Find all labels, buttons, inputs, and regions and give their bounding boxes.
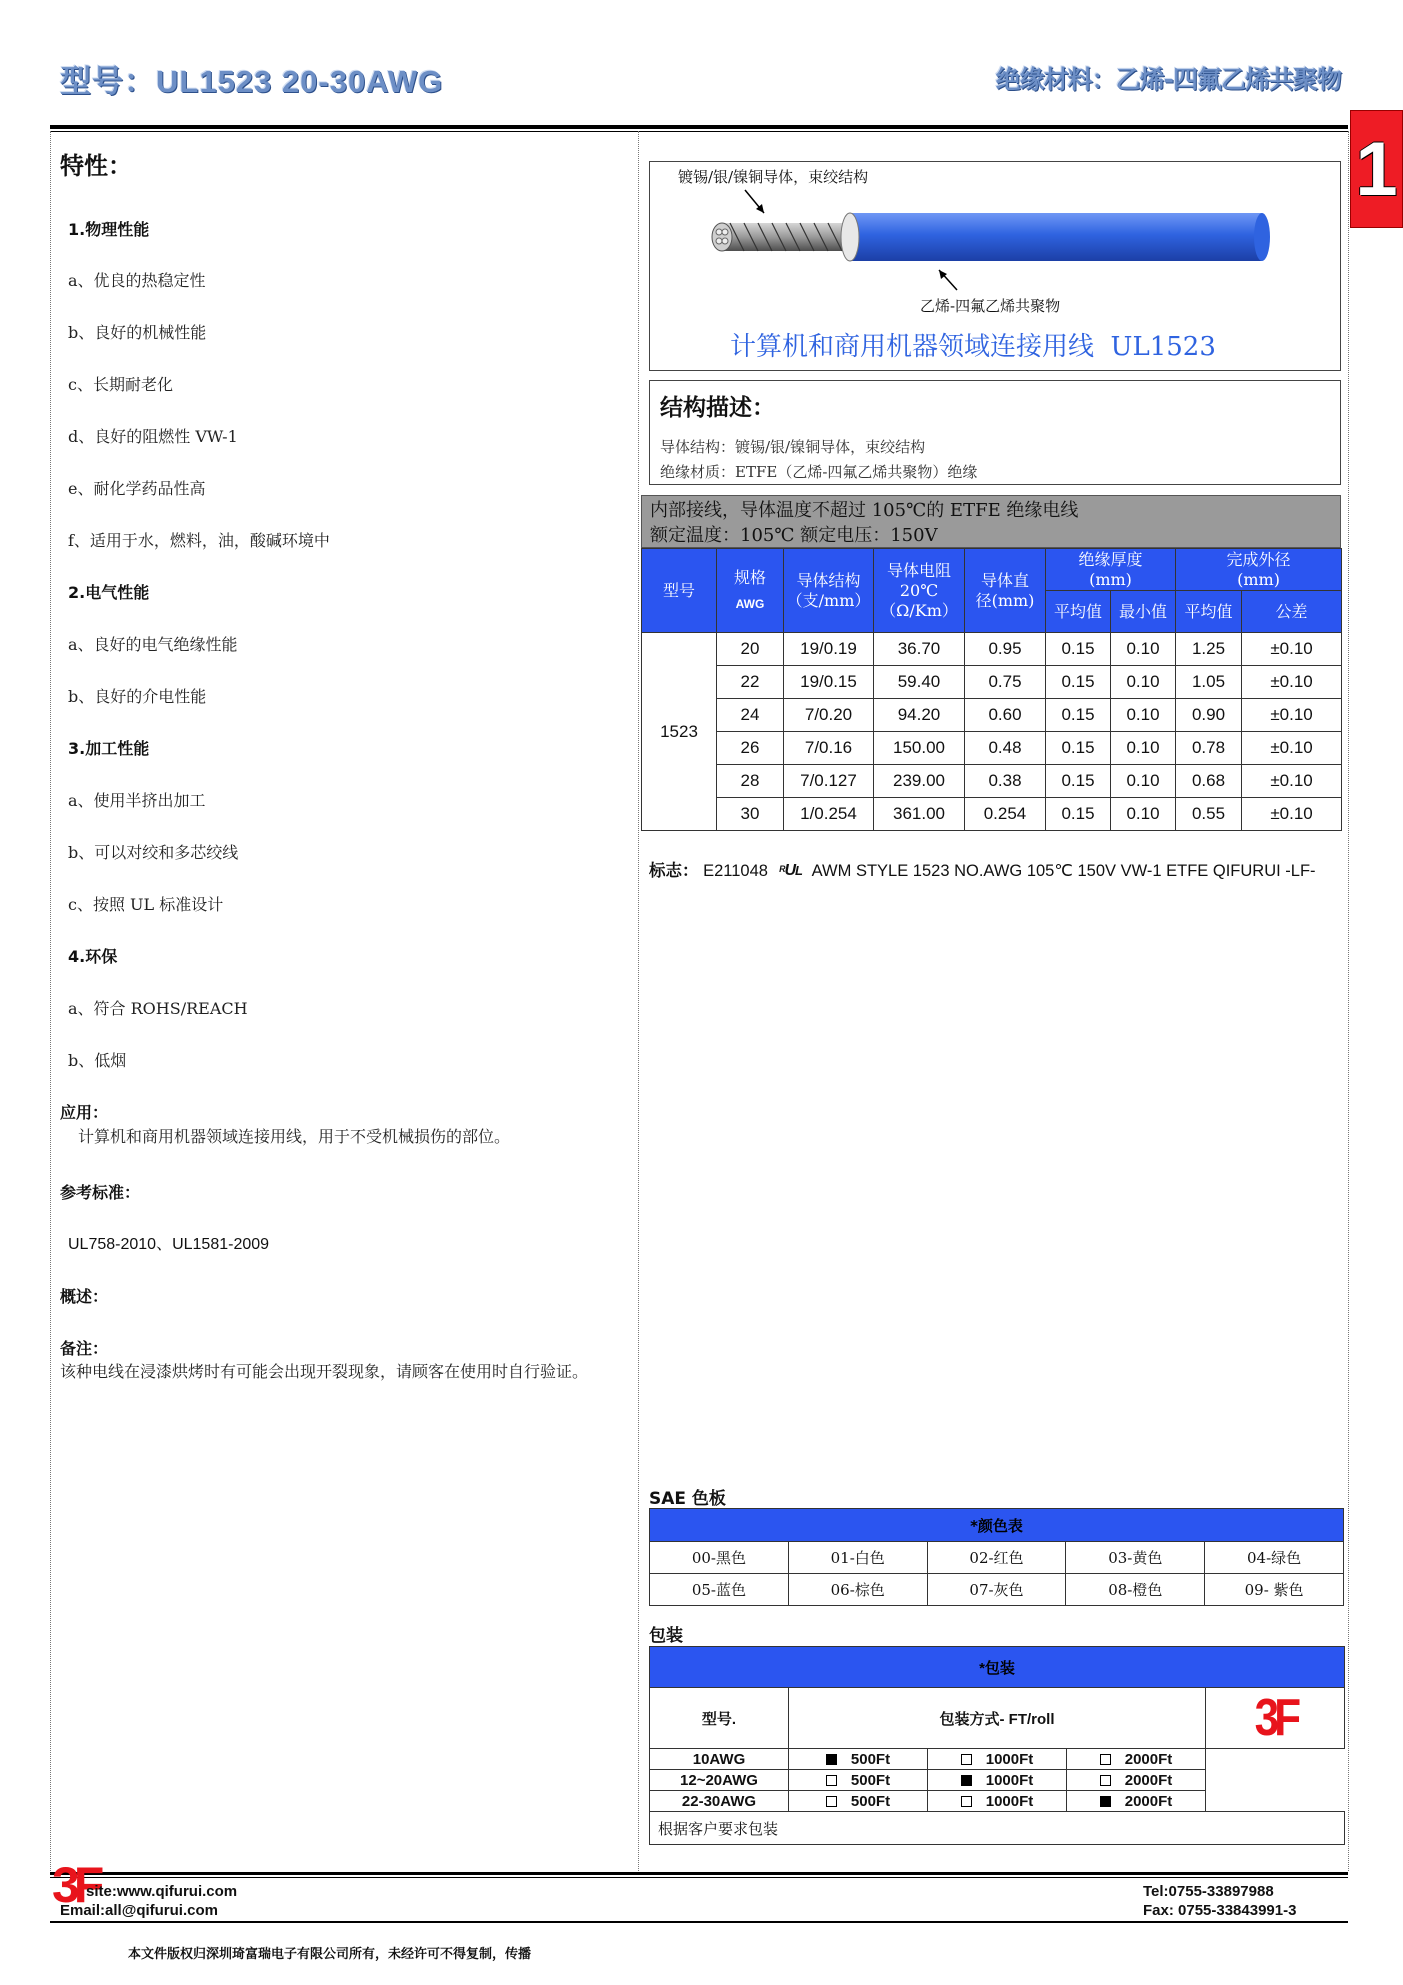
header-od [1176,549,1342,591]
spec-cell-strand: 7/0.127 [784,765,874,798]
spec-cell-resistance: 36.70 [874,633,965,666]
spec-banner-line2: 额定温度：105℃ 额定电压：150V [650,525,938,546]
header-resistance-label: 导体电阻 [886,560,951,580]
overview-label: 概述： [60,1287,109,1306]
column-divider-left [50,131,51,1871]
reference-label: 参考标准： [60,1183,141,1202]
spec-cell-tol: ±0.10 [1242,633,1342,666]
spec-row [642,798,1342,831]
packaging-option [928,1791,1067,1812]
packaging-title: 包装 [649,1626,683,1646]
spec-cell-diameter: 0.95 [965,633,1046,666]
spec-cell-ins-avg: 0.15 [1046,798,1111,831]
footer-tel: Tel:0755-33897988 [1143,1883,1274,1900]
color-cell: 00-黑色 [650,1542,789,1574]
header-strand-label: 导体结构 [796,570,861,590]
packaging-row [650,1749,1345,1770]
spec-cell-tol: ±0.10 [1242,798,1342,831]
packaging-model: 22-30AWG [650,1791,789,1812]
spec-row [642,666,1342,699]
color-cell: 03-黄色 [1066,1542,1205,1574]
spec-cell-ins-avg: 0.15 [1046,666,1111,699]
unchecked-box-icon [961,1754,972,1765]
spec-cell-awg: 24 [717,699,784,732]
spec-cell-od: 0.78 [1176,732,1242,765]
packaging-row [650,1791,1345,1812]
wire-diagram-box [649,161,1341,371]
packaging-model: 10AWG [650,1749,789,1770]
spec-cell-ins-min: 0.10 [1111,633,1176,666]
spec-cell-ins-min: 0.10 [1111,732,1176,765]
feature-item: d、良好的阻燃性 VW-1 [68,427,238,446]
spec-cell-awg: 22 [717,666,784,699]
spec-cell-ins-min: 0.10 [1111,798,1176,831]
structure-insulation: 绝缘材质：ETFE（乙烯-四氟乙烯共聚物）绝缘 [660,463,978,481]
application-label: 应用： [60,1103,109,1122]
checked-box-icon [1100,1796,1111,1807]
insulation-label: 乙烯-四氟乙烯共聚物 [920,297,1061,315]
header-resistance [874,549,965,633]
header-rule [50,125,1348,129]
spec-cell-od: 1.25 [1176,633,1242,666]
section-environment: 4.环保 [68,947,118,966]
color-chart-band: *颜色表 [650,1509,1344,1542]
spec-cell-diameter: 0.48 [965,732,1046,765]
color-cell: 02-红色 [927,1542,1066,1574]
footer-logo: 3F [52,1857,99,1913]
page-number: 1 [1355,126,1398,212]
header-ins-avg: 平均值 [1046,591,1111,633]
column-divider-right [1348,131,1349,1871]
spec-cell-tol: ±0.10 [1242,732,1342,765]
structure-conductor: 导体结构：镀锡/银/镍铜导体，束绞结构 [660,438,926,456]
header-resistance-unit: （Ω/Km） [880,600,958,620]
packaging-table [649,1646,1345,1845]
wire-caption: 计算机和商用机器领域连接用线 UL1523 [730,332,1216,362]
copyright-notice: 本文件版权归深圳琦富瑞电子有限公司所有，未经许可不得复制，传播 [128,1947,532,1962]
model-title: 型号：UL1523 20-30AWG [60,64,444,99]
column-divider-middle [638,131,639,1871]
packaging-col-model: 型号. [650,1688,789,1749]
spec-row [642,732,1342,765]
packaging-option-label: 1000Ft [985,1750,1034,1768]
header-strand [784,549,874,633]
packaging-model: 12~20AWG [650,1770,789,1791]
spec-cell-od: 1.05 [1176,666,1242,699]
color-chart-title: SAE 色板 [649,1489,726,1509]
packaging-option-label: 2000Ft [1124,1792,1173,1810]
packaging-option-label: 2000Ft [1124,1750,1173,1768]
spec-banner-line1: 内部接线，导体温度不超过 105℃的 ETFE 绝缘电线 [650,500,1079,521]
spec-cell-ins-avg: 0.15 [1046,732,1111,765]
feature-item: b、良好的介电性能 [68,687,207,706]
page-number-tab [1350,110,1403,228]
material-title: 绝缘材料：乙烯-四氟乙烯共聚物 [995,65,1341,94]
header-model: 型号 [642,549,717,633]
reference-text: UL758-2010、UL1581-2009 [68,1236,270,1253]
packaging-note: 根据客户要求包装 [650,1812,1345,1845]
packaging-option [928,1749,1067,1770]
feature-item: b、可以对绞和多芯绞线 [68,843,239,862]
spec-cell-resistance: 361.00 [874,798,965,831]
spec-cell-ins-min: 0.10 [1111,699,1176,732]
header-strand-unit: （支/mm） [786,590,871,610]
spec-cell-resistance: 94.20 [874,699,965,732]
color-cell: 04-绿色 [1205,1542,1344,1574]
spec-cell-awg: 30 [717,798,784,831]
spec-cell-od: 0.55 [1176,798,1242,831]
features-heading: 特性： [60,152,132,180]
spec-cell-ins-avg: 0.15 [1046,699,1111,732]
spec-cell-ins-avg: 0.15 [1046,765,1111,798]
spec-cell-diameter: 0.254 [965,798,1046,831]
feature-item: e、耐化学药品性高 [68,479,206,498]
checked-box-icon [826,1754,837,1765]
header-diameter [965,549,1046,633]
remark-text: 该种电线在浸漆烘烤时有可能会出现开裂现象，请顾客在使用时自行验证。 [60,1362,589,1381]
spec-cell-tol: ±0.10 [1242,699,1342,732]
spec-cell-awg: 20 [717,633,784,666]
section-electrical: 2.电气性能 [68,583,150,602]
spec-row [642,765,1342,798]
brand-logo-text: 3F [1254,1689,1296,1747]
feature-item: b、低烟 [68,1051,127,1070]
packaging-option [789,1749,928,1770]
spec-cell-diameter: 0.75 [965,666,1046,699]
spec-model-cell: 1523 [642,633,717,831]
packaging-option [789,1791,928,1812]
spec-cell-ins-min: 0.10 [1111,765,1176,798]
spec-cell-diameter: 0.60 [965,699,1046,732]
footer-fax: Fax: 0755-33843991-3 [1143,1902,1297,1919]
spec-banner [641,495,1341,548]
feature-item: a、使用半挤出加工 [68,791,206,810]
spec-cell-strand: 7/0.16 [784,732,874,765]
spec-table [641,548,1342,831]
packaging-option-label: 500Ft [850,1792,891,1810]
packaging-option [789,1770,928,1791]
spec-cell-strand: 19/0.15 [784,666,874,699]
color-chart-table [649,1508,1344,1606]
packaging-option-label: 2000Ft [1124,1771,1173,1789]
insulation-jacket [841,213,1270,261]
feature-item: b、良好的机械性能 [68,323,207,342]
header-od-avg: 平均值 [1176,591,1242,633]
marking-file-no: E211048 [703,862,768,880]
header-insulation [1046,549,1176,591]
header-tolerance: 公差 [1242,591,1342,633]
color-cell: 07-灰色 [927,1574,1066,1606]
header-ins-min: 最小值 [1111,591,1176,633]
brand-logo [1206,1688,1345,1749]
header-gauge [717,549,784,633]
header-diameter-unit: 径(mm) [975,590,1035,610]
unchecked-box-icon [1100,1775,1111,1786]
unchecked-box-icon [961,1796,972,1807]
header-od-unit: (mm) [1237,569,1280,589]
feature-item: a、优良的热稳定性 [68,271,206,290]
unchecked-box-icon [1100,1754,1111,1765]
color-cell: 06-棕色 [788,1574,927,1606]
feature-item: f、适用于水，燃料，油，酸碱环境中 [68,531,330,550]
packaging-row [650,1770,1345,1791]
packaging-option [1067,1770,1206,1791]
feature-item: a、符合 ROHS/REACH [68,999,248,1018]
spec-cell-tol: ±0.10 [1242,666,1342,699]
section-physical: 1.物理性能 [68,220,150,239]
header-od-label: 完成外径 [1226,549,1291,569]
spec-cell-ins-min: 0.10 [1111,666,1176,699]
header-diameter-label: 导体直 [980,570,1029,590]
spec-cell-od: 0.68 [1176,765,1242,798]
spec-row [642,699,1342,732]
header-gauge-unit: AWG [735,596,765,611]
spec-cell-awg: 28 [717,765,784,798]
packaging-col-method: 包装方式- FT/roll [789,1688,1206,1749]
spec-cell-diameter: 0.38 [965,765,1046,798]
structure-box [649,380,1341,485]
spec-cell-awg: 26 [717,732,784,765]
color-cell: 08-橙色 [1066,1574,1205,1606]
spec-cell-strand: 19/0.19 [784,633,874,666]
spec-cell-resistance: 150.00 [874,732,965,765]
conductor-label: 镀锡/银/镍铜导体，束绞结构 [678,168,869,186]
header-insulation-label: 绝缘厚度 [1078,549,1143,569]
conductor-strands [712,223,850,251]
color-cell: 01-白色 [788,1542,927,1574]
color-cell: 05-蓝色 [650,1574,789,1606]
header-rule-thin [50,131,1348,132]
feature-item: c、按照 UL 标准设计 [68,895,224,914]
header-insulation-unit: (mm) [1089,569,1132,589]
checked-box-icon [961,1775,972,1786]
packaging-option [1067,1791,1206,1812]
header-gauge-label: 规格 [733,567,766,587]
marking [649,858,1343,884]
feature-item: a、良好的电气绝缘性能 [68,635,238,654]
spec-cell-tol: ±0.10 [1242,765,1342,798]
packaging-option [928,1770,1067,1791]
spec-cell-od: 0.90 [1176,699,1242,732]
marking-label: 标志： [649,861,699,880]
footer-website[interactable]: site:www.qifurui.com [86,1883,238,1900]
section-processing: 3.加工性能 [68,739,150,758]
footer-rule-thin [50,1877,1348,1878]
spec-row [642,633,1342,666]
packaging-option-label: 500Ft [850,1771,891,1789]
feature-item: c、长期耐老化 [68,375,173,394]
packaging-option [1067,1749,1206,1770]
remark-label: 备注： [60,1339,109,1358]
footer-rule-bottom [50,1921,1348,1923]
marking-text: AWM STYLE 1523 NO.AWG 105℃ 150V VW-1 ETFE QIFURUI -LF- [811,862,1316,880]
ul-logo-icon: ᴿUL [778,862,802,879]
color-cell: 09- 紫色 [1205,1574,1344,1606]
packaging-option-label: 500Ft [850,1750,891,1768]
spec-cell-resistance: 239.00 [874,765,965,798]
spec-cell-resistance: 59.40 [874,666,965,699]
unchecked-box-icon [826,1775,837,1786]
spec-cell-ins-avg: 0.15 [1046,633,1111,666]
spec-cell-strand: 1/0.254 [784,798,874,831]
packaging-band: *包装 [650,1647,1345,1688]
packaging-option-label: 1000Ft [985,1792,1034,1810]
spec-cell-strand: 7/0.20 [784,699,874,732]
application-text: 计算机和商用机器领域连接用线，用于不受机械损伤的部位。 [78,1127,511,1146]
unchecked-box-icon [826,1796,837,1807]
header-resistance-temp: 20℃ [899,580,939,600]
footer-email[interactable]: Email:all@qifurui.com [60,1902,218,1919]
footer-rule [50,1872,1348,1875]
structure-heading: 结构描述： [660,395,775,421]
packaging-option-label: 1000Ft [985,1771,1034,1789]
